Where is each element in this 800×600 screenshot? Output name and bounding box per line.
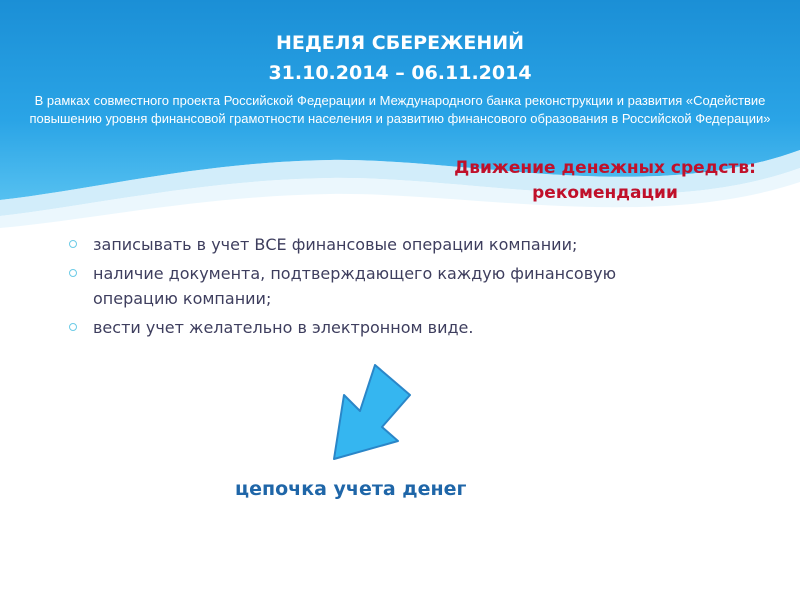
header-title-line2: 31.10.2014 – 06.11.2014 — [268, 62, 532, 84]
arrow-down-left-icon — [320, 355, 440, 475]
section-title — [440, 156, 770, 206]
header-subtitle: В рамках совместного проекта Российской Федерации и Международного банка реконструкции и развития «Содействие повышению уровня финансовой грамотности населения и развитию финансового образования в Российской Федерации» — [29, 93, 771, 126]
header — [20, 28, 780, 128]
list-item — [65, 315, 705, 340]
list-item-text: вести учет желательно в электронном виде. — [93, 318, 474, 337]
list-item-text: записывать в учет ВСЕ финансовые операции компании; — [93, 235, 578, 254]
header-title-line1: НЕДЕЛЯ СБЕРЕЖЕНИЙ — [275, 32, 525, 54]
circle-bullet-icon — [69, 323, 77, 331]
list-item-text: наличие документа, подтверждающего каждую финансовую операцию компании; — [93, 264, 617, 308]
circle-bullet-icon — [69, 240, 77, 248]
list-item — [65, 261, 705, 311]
circle-bullet-icon — [69, 269, 77, 277]
section-title-line1: Движение денежных средств: — [454, 158, 756, 178]
list-item — [65, 232, 705, 257]
recommendation-list — [65, 232, 705, 344]
chain-label: цепочка учета денег — [235, 478, 467, 500]
section-title-line2: рекомендации — [532, 183, 678, 203]
